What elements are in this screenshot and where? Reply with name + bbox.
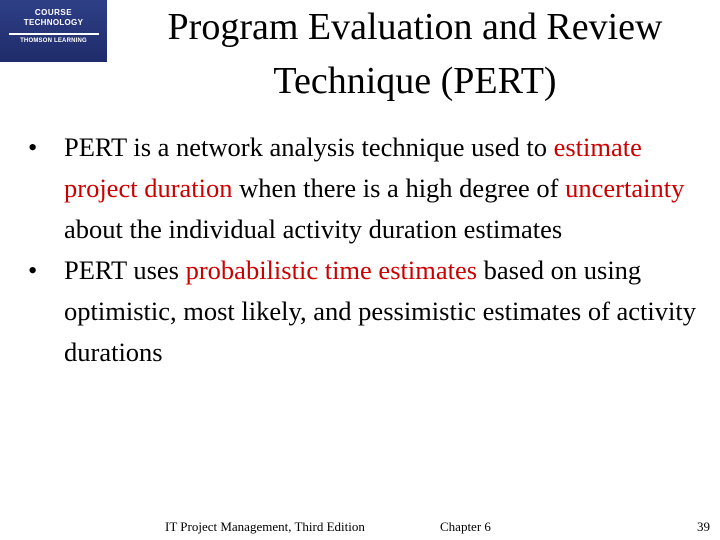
bullet-text: when there is a high degree of bbox=[232, 173, 566, 203]
highlighted-phrase: probabilistic time estimates bbox=[185, 255, 478, 285]
bullet-text: PERT uses bbox=[64, 255, 186, 285]
bullet-item bbox=[28, 127, 698, 250]
bullet-marker: • bbox=[28, 132, 38, 162]
slide-title-line1: Program Evaluation and Review bbox=[167, 6, 663, 48]
bullet-text: about the individual activity duration estimates bbox=[64, 214, 563, 244]
logo-text-line1: COURSE bbox=[34, 8, 73, 17]
footer-chapter: Chapter 6 bbox=[440, 519, 491, 534]
bullet-text: PERT is a network analysis technique used to bbox=[64, 132, 554, 162]
slide-title bbox=[115, 0, 715, 108]
logo-text-line2: TECHNOLOGY bbox=[23, 18, 84, 27]
logo-divider bbox=[9, 33, 99, 35]
highlighted-phrase: uncertainty bbox=[565, 173, 685, 203]
footer-page-number: 39 bbox=[697, 519, 710, 534]
bullet-text: based on using optimistic, most likely, and pessimistic estimates of activity durations bbox=[64, 255, 696, 367]
bullet-item bbox=[28, 250, 698, 373]
logo-text-line3: THOMSON LEARNING bbox=[20, 38, 87, 44]
footer-book-title: IT Project Management, Third Edition bbox=[165, 519, 365, 534]
publisher-logo bbox=[0, 0, 107, 62]
slide-title-line2: Technique (PERT) bbox=[273, 60, 557, 102]
highlighted-phrase: estimate project duration bbox=[64, 132, 642, 203]
bullet-marker: • bbox=[28, 255, 38, 285]
bullet-list bbox=[28, 127, 698, 373]
